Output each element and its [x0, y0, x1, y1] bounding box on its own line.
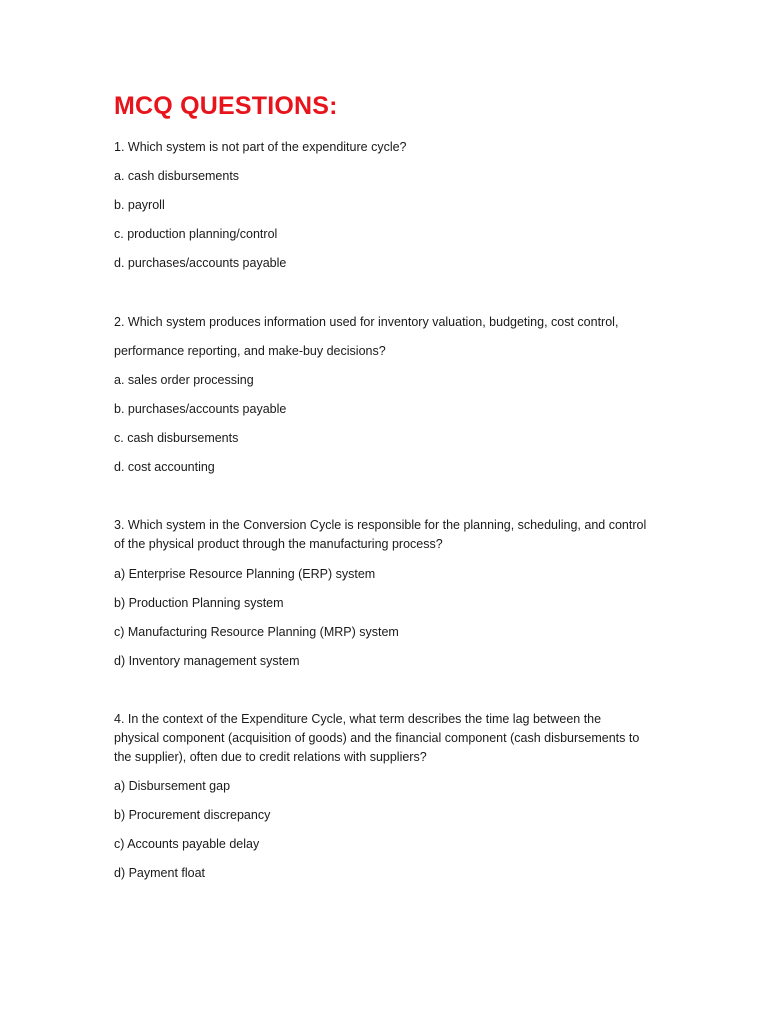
- question-1-text: 1. Which system is not part of the expenditure cycle?: [114, 140, 407, 154]
- question-4-option-d: d) Payment float: [114, 866, 206, 880]
- question-2-text-line-2: performance reporting, and make-buy decisions?: [114, 344, 386, 358]
- question-4-option-a: a) Disbursement gap: [114, 779, 231, 793]
- question-2-text-line-1: 2. Which system produces information used for inventory valuation, budgeting, cost control,: [114, 315, 619, 329]
- question-3-option-d: d) Inventory management system: [114, 654, 300, 668]
- question-3-option-c: c) Manufacturing Resource Planning (MRP) system: [114, 625, 399, 639]
- question-3-text-line-2: of the physical product through the manufacturing process?: [114, 537, 443, 551]
- question-4-text-line-2: physical component (acquisition of goods) and the financial component (cash disbursements to: [114, 731, 640, 745]
- question-2-option-b: b. purchases/accounts payable: [114, 402, 287, 416]
- question-3-option-a: a) Enterprise Resource Planning (ERP) system: [114, 567, 376, 581]
- question-4-option-c: c) Accounts payable delay: [114, 837, 260, 851]
- question-3-option-b: b) Production Planning system: [114, 596, 284, 610]
- question-3-text-line-1: 3. Which system in the Conversion Cycle is responsible for the planning, scheduling, and control: [114, 518, 647, 532]
- question-1-option-a: a. cash disbursements: [114, 169, 240, 183]
- question-2-option-c: c. cash disbursements: [114, 431, 239, 445]
- question-4-option-b: b) Procurement discrepancy: [114, 808, 271, 822]
- question-1-option-d: d. purchases/accounts payable: [114, 256, 287, 270]
- question-1-option-b: b. payroll: [114, 198, 165, 212]
- page-title: MCQ QUESTIONS:: [114, 92, 338, 120]
- question-4-text-line-3: the supplier), often due to credit relations with suppliers?: [114, 750, 427, 764]
- question-4-text-line-1: 4. In the context of the Expenditure Cycle, what term describes the time lag between the: [114, 712, 602, 726]
- question-2-option-a: a. sales order processing: [114, 373, 254, 387]
- question-1-option-c: c. production planning/control: [114, 227, 278, 241]
- question-2-option-d: d. cost accounting: [114, 460, 215, 474]
